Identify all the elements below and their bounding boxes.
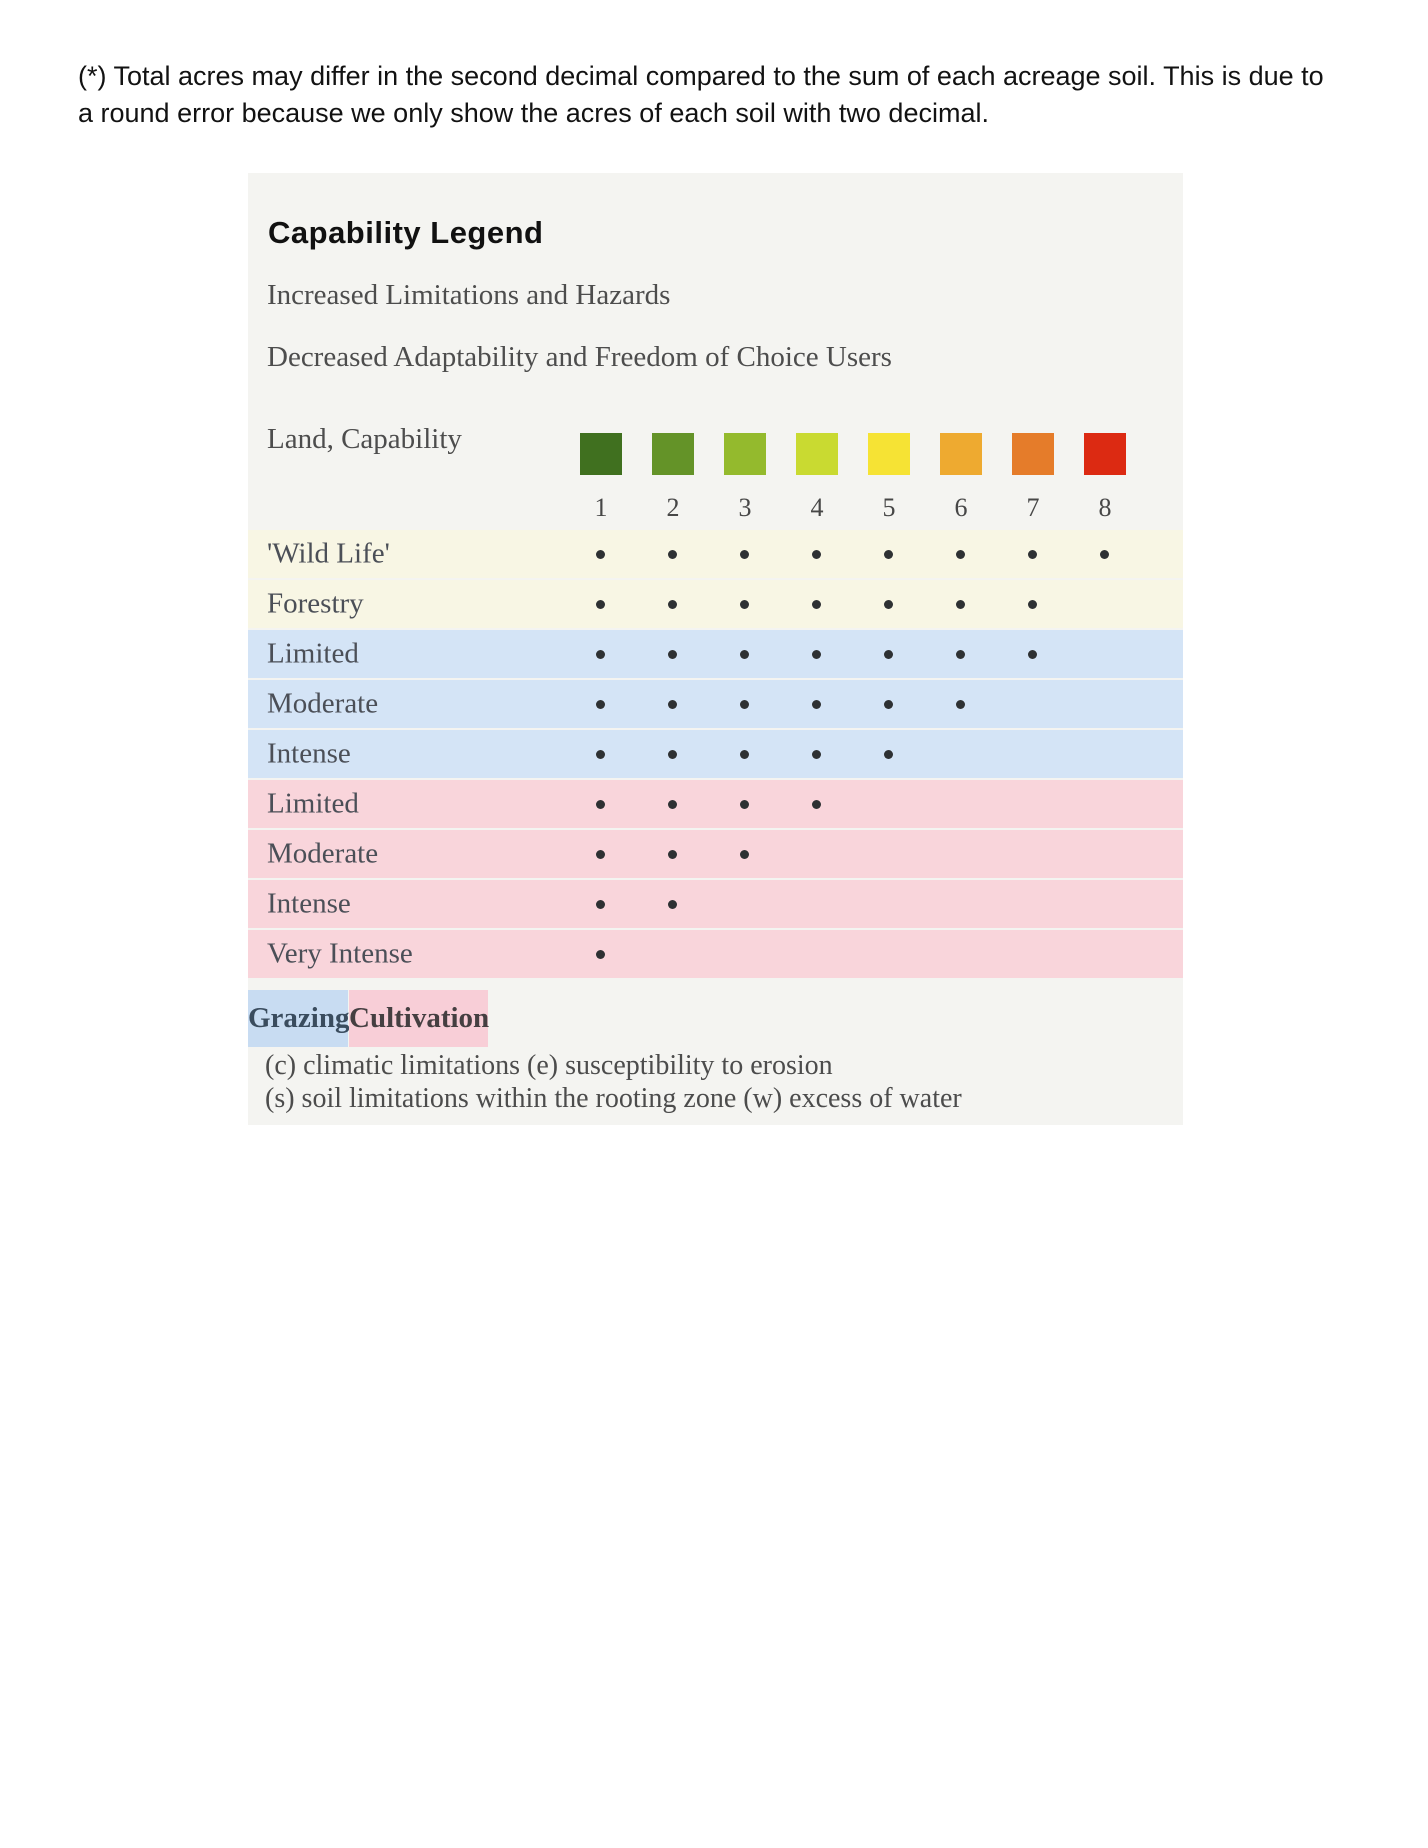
dot-marker (1028, 550, 1037, 559)
footnote-soil-water: (s) soil limitations within the rooting zone (w) excess of water (265, 1083, 962, 1114)
capability-class-number: 8 (1098, 493, 1112, 522)
capability-class-number: 3 (738, 493, 752, 522)
dot-marker (812, 700, 821, 709)
dot-marker (956, 600, 965, 609)
cultivation-key-chip: Cultivation (349, 990, 488, 1047)
capability-color-swatch (1084, 433, 1126, 475)
dot-marker (668, 750, 677, 759)
dot-marker (668, 700, 677, 709)
legend-row-label: Forestry (267, 587, 364, 620)
legend-title: Capability Legend (268, 215, 544, 250)
dot-marker (596, 650, 605, 659)
dot-marker (596, 800, 605, 809)
legend-row-label: 'Wild Life' (267, 537, 390, 570)
legend-row (248, 580, 1183, 628)
legend-row-label: Moderate (267, 837, 379, 870)
legend-row-label: Very Intense (267, 937, 413, 970)
dot-marker (1100, 550, 1109, 559)
legend-row (248, 530, 1183, 578)
legend-row-label: Intense (267, 737, 351, 770)
rounding-note-text: (*) Total acres may differ in the second decimal compared to the sum of each acreage soil. This is due to a round error because we only show the acres of each soil with two decimal. (78, 61, 1324, 128)
capability-color-swatch (940, 433, 982, 475)
dot-marker (812, 550, 821, 559)
dot-marker (740, 800, 749, 809)
legend-row (248, 830, 1183, 878)
dot-marker (740, 650, 749, 659)
dot-marker (884, 550, 893, 559)
dot-marker (884, 600, 893, 609)
legend-row-label: Limited (267, 787, 359, 820)
dot-marker (1028, 650, 1037, 659)
legend-row (248, 680, 1183, 728)
dot-marker (812, 800, 821, 809)
legend-subtitle-limitations: Increased Limitations and Hazards (267, 279, 671, 311)
legend-row-label: Intense (267, 887, 351, 920)
dot-marker (596, 700, 605, 709)
dot-marker (956, 550, 965, 559)
dot-marker (740, 550, 749, 559)
dot-marker (812, 750, 821, 759)
dot-marker (1028, 600, 1037, 609)
legend-row-label: Moderate (267, 687, 379, 720)
dot-marker (668, 850, 677, 859)
dot-marker (668, 900, 677, 909)
legend-panel (248, 173, 1183, 1125)
capability-color-swatch (652, 433, 694, 475)
dot-marker (884, 700, 893, 709)
land-capability-label: Land, Capability (267, 423, 462, 455)
dot-marker (884, 650, 893, 659)
dot-marker (596, 850, 605, 859)
legend-row (248, 930, 1183, 978)
dot-marker (740, 600, 749, 609)
dot-marker (884, 750, 893, 759)
legend-subtitle-adaptability: Decreased Adaptability and Freedom of Choice Users (267, 341, 892, 373)
legend-row (248, 780, 1183, 828)
dot-marker (812, 650, 821, 659)
legend-row (248, 730, 1183, 778)
capability-color-swatch (724, 433, 766, 475)
capability-class-number: 2 (666, 493, 680, 522)
capability-color-swatch (796, 433, 838, 475)
dot-marker (956, 650, 965, 659)
dot-marker (668, 600, 677, 609)
capability-class-number: 4 (810, 493, 824, 522)
capability-color-swatch (868, 433, 910, 475)
capability-color-swatch (1012, 433, 1054, 475)
dot-marker (812, 600, 821, 609)
capability-color-swatch (580, 433, 622, 475)
dot-marker (956, 700, 965, 709)
dot-marker (740, 700, 749, 709)
dot-marker (596, 950, 605, 959)
footnote-climatic-erosion: (c) climatic limitations (e) susceptibility to erosion (265, 1050, 833, 1081)
dot-marker (668, 550, 677, 559)
legend-row-label: Limited (267, 637, 359, 670)
legend-row (248, 880, 1183, 928)
capability-class-number: 7 (1026, 493, 1040, 522)
legend-row (248, 630, 1183, 678)
dot-marker (668, 800, 677, 809)
dot-marker (596, 600, 605, 609)
dot-marker (596, 750, 605, 759)
capability-class-number: 5 (882, 493, 896, 522)
capability-class-number: 1 (594, 493, 608, 522)
dot-marker (668, 650, 677, 659)
dot-marker (596, 900, 605, 909)
capability-class-number: 6 (954, 493, 968, 522)
dot-marker (596, 550, 605, 559)
dot-marker (740, 850, 749, 859)
grazing-key-chip: Grazing (248, 990, 348, 1047)
dot-marker (740, 750, 749, 759)
